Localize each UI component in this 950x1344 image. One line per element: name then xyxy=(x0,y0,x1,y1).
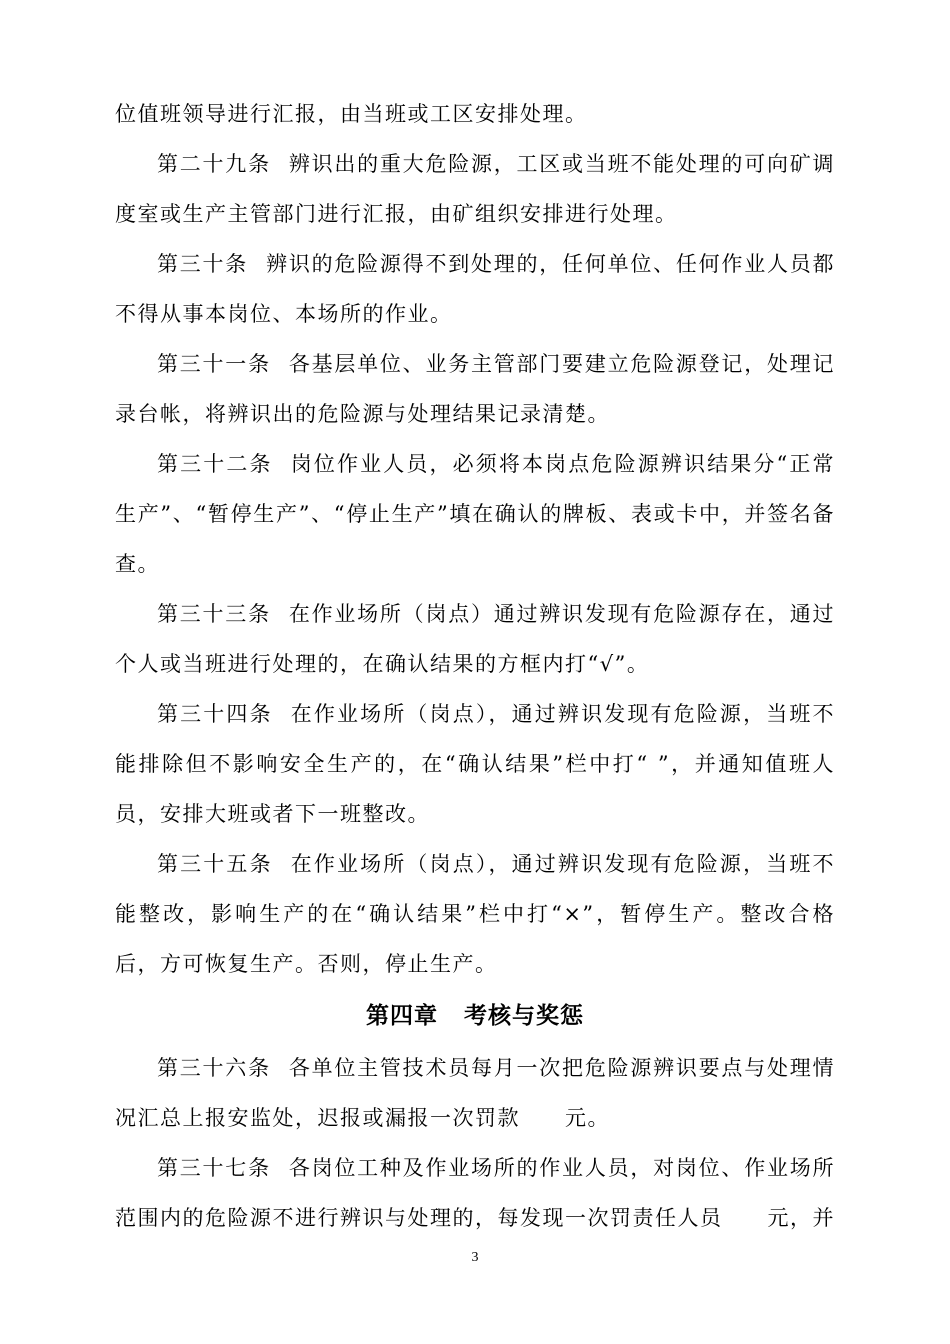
article-paragraph xyxy=(115,589,835,689)
articles-before-chapter xyxy=(115,89,835,989)
article-number: 第三十六条 xyxy=(157,1056,271,1080)
article-paragraph xyxy=(115,339,835,439)
article-text: 各岗位工种及作业场所的作业人员，对岗位、作业场所范围内的危险源不进行辨识与处理的，每发现一次罚责任人员 元，并 xyxy=(115,1156,836,1230)
article-text: 辨识出的重大危险源，工区或当班不能处理的可向矿调度室或生产主管部门进行汇报，由矿组织安排进行处理。 xyxy=(115,152,836,226)
article-paragraph xyxy=(115,689,835,839)
article-text: 各单位主管技术员每月一次把危险源辨识要点与处理情况汇总上报安监处，迟报或漏报一次罚款 元。 xyxy=(115,1056,836,1130)
article-number: 第三十条 xyxy=(157,252,249,276)
article-text: 辨识的危险源得不到处理的，任何单位、任何作业人员都不得从事本岗位、本场所的作业。 xyxy=(115,252,836,326)
article-paragraph xyxy=(115,239,835,339)
chapter-number: 第四章 xyxy=(366,1003,438,1029)
article-text: 位值班领导进行汇报，由当班或工区安排处理。 xyxy=(115,102,588,126)
article-number: 第三十七条 xyxy=(157,1156,271,1180)
chapter-title-text: 考核与奖惩 xyxy=(464,1003,584,1029)
article-number: 第二十九条 xyxy=(157,152,271,176)
chapter-heading xyxy=(115,989,835,1043)
article-paragraph xyxy=(115,1143,835,1243)
article-number: 第三十二条 xyxy=(157,452,273,476)
article-paragraph xyxy=(115,839,835,989)
document-body xyxy=(115,89,835,1243)
article-number: 第三十四条 xyxy=(157,702,273,726)
article-paragraph xyxy=(115,439,835,589)
article-text: 在作业场所（岗点），通过辨识发现有危险源，当班不能排除但不影响安全生产的，在“确认结果”栏中打“ ”，并通知值班人员，安排大班或者下一班整改。 xyxy=(115,702,836,826)
article-number: 第三十一条 xyxy=(157,352,271,376)
continuation-paragraph xyxy=(115,89,835,139)
article-text: 在作业场所（岗点），通过辨识发现有危险源，当班不能整改，影响生产的在“确认结果”栏中打“×”，暂停生产。整改合格后，方可恢复生产。否则，停止生产。 xyxy=(115,852,836,976)
article-text: 岗位作业人员，必须将本岗点危险源辨识结果分“正常生产”、“暂停生产”、“停止生产”填在确认的牌板、表或卡中，并签名备查。 xyxy=(115,452,836,576)
articles-after-chapter xyxy=(115,1043,835,1243)
article-number: 第三十五条 xyxy=(157,852,273,876)
article-text: 各基层单位、业务主管部门要建立危险源登记，处理记录台帐，将辨识出的危险源与处理结果记录清楚。 xyxy=(115,352,836,426)
article-text: 在作业场所（岗点）通过辨识发现有危险源存在，通过个人或当班进行处理的，在确认结果的方框内打“√”。 xyxy=(115,602,836,676)
page-number: 3 xyxy=(471,1250,479,1265)
article-paragraph xyxy=(115,1043,835,1143)
article-number: 第三十三条 xyxy=(157,602,271,626)
article-paragraph xyxy=(115,139,835,239)
